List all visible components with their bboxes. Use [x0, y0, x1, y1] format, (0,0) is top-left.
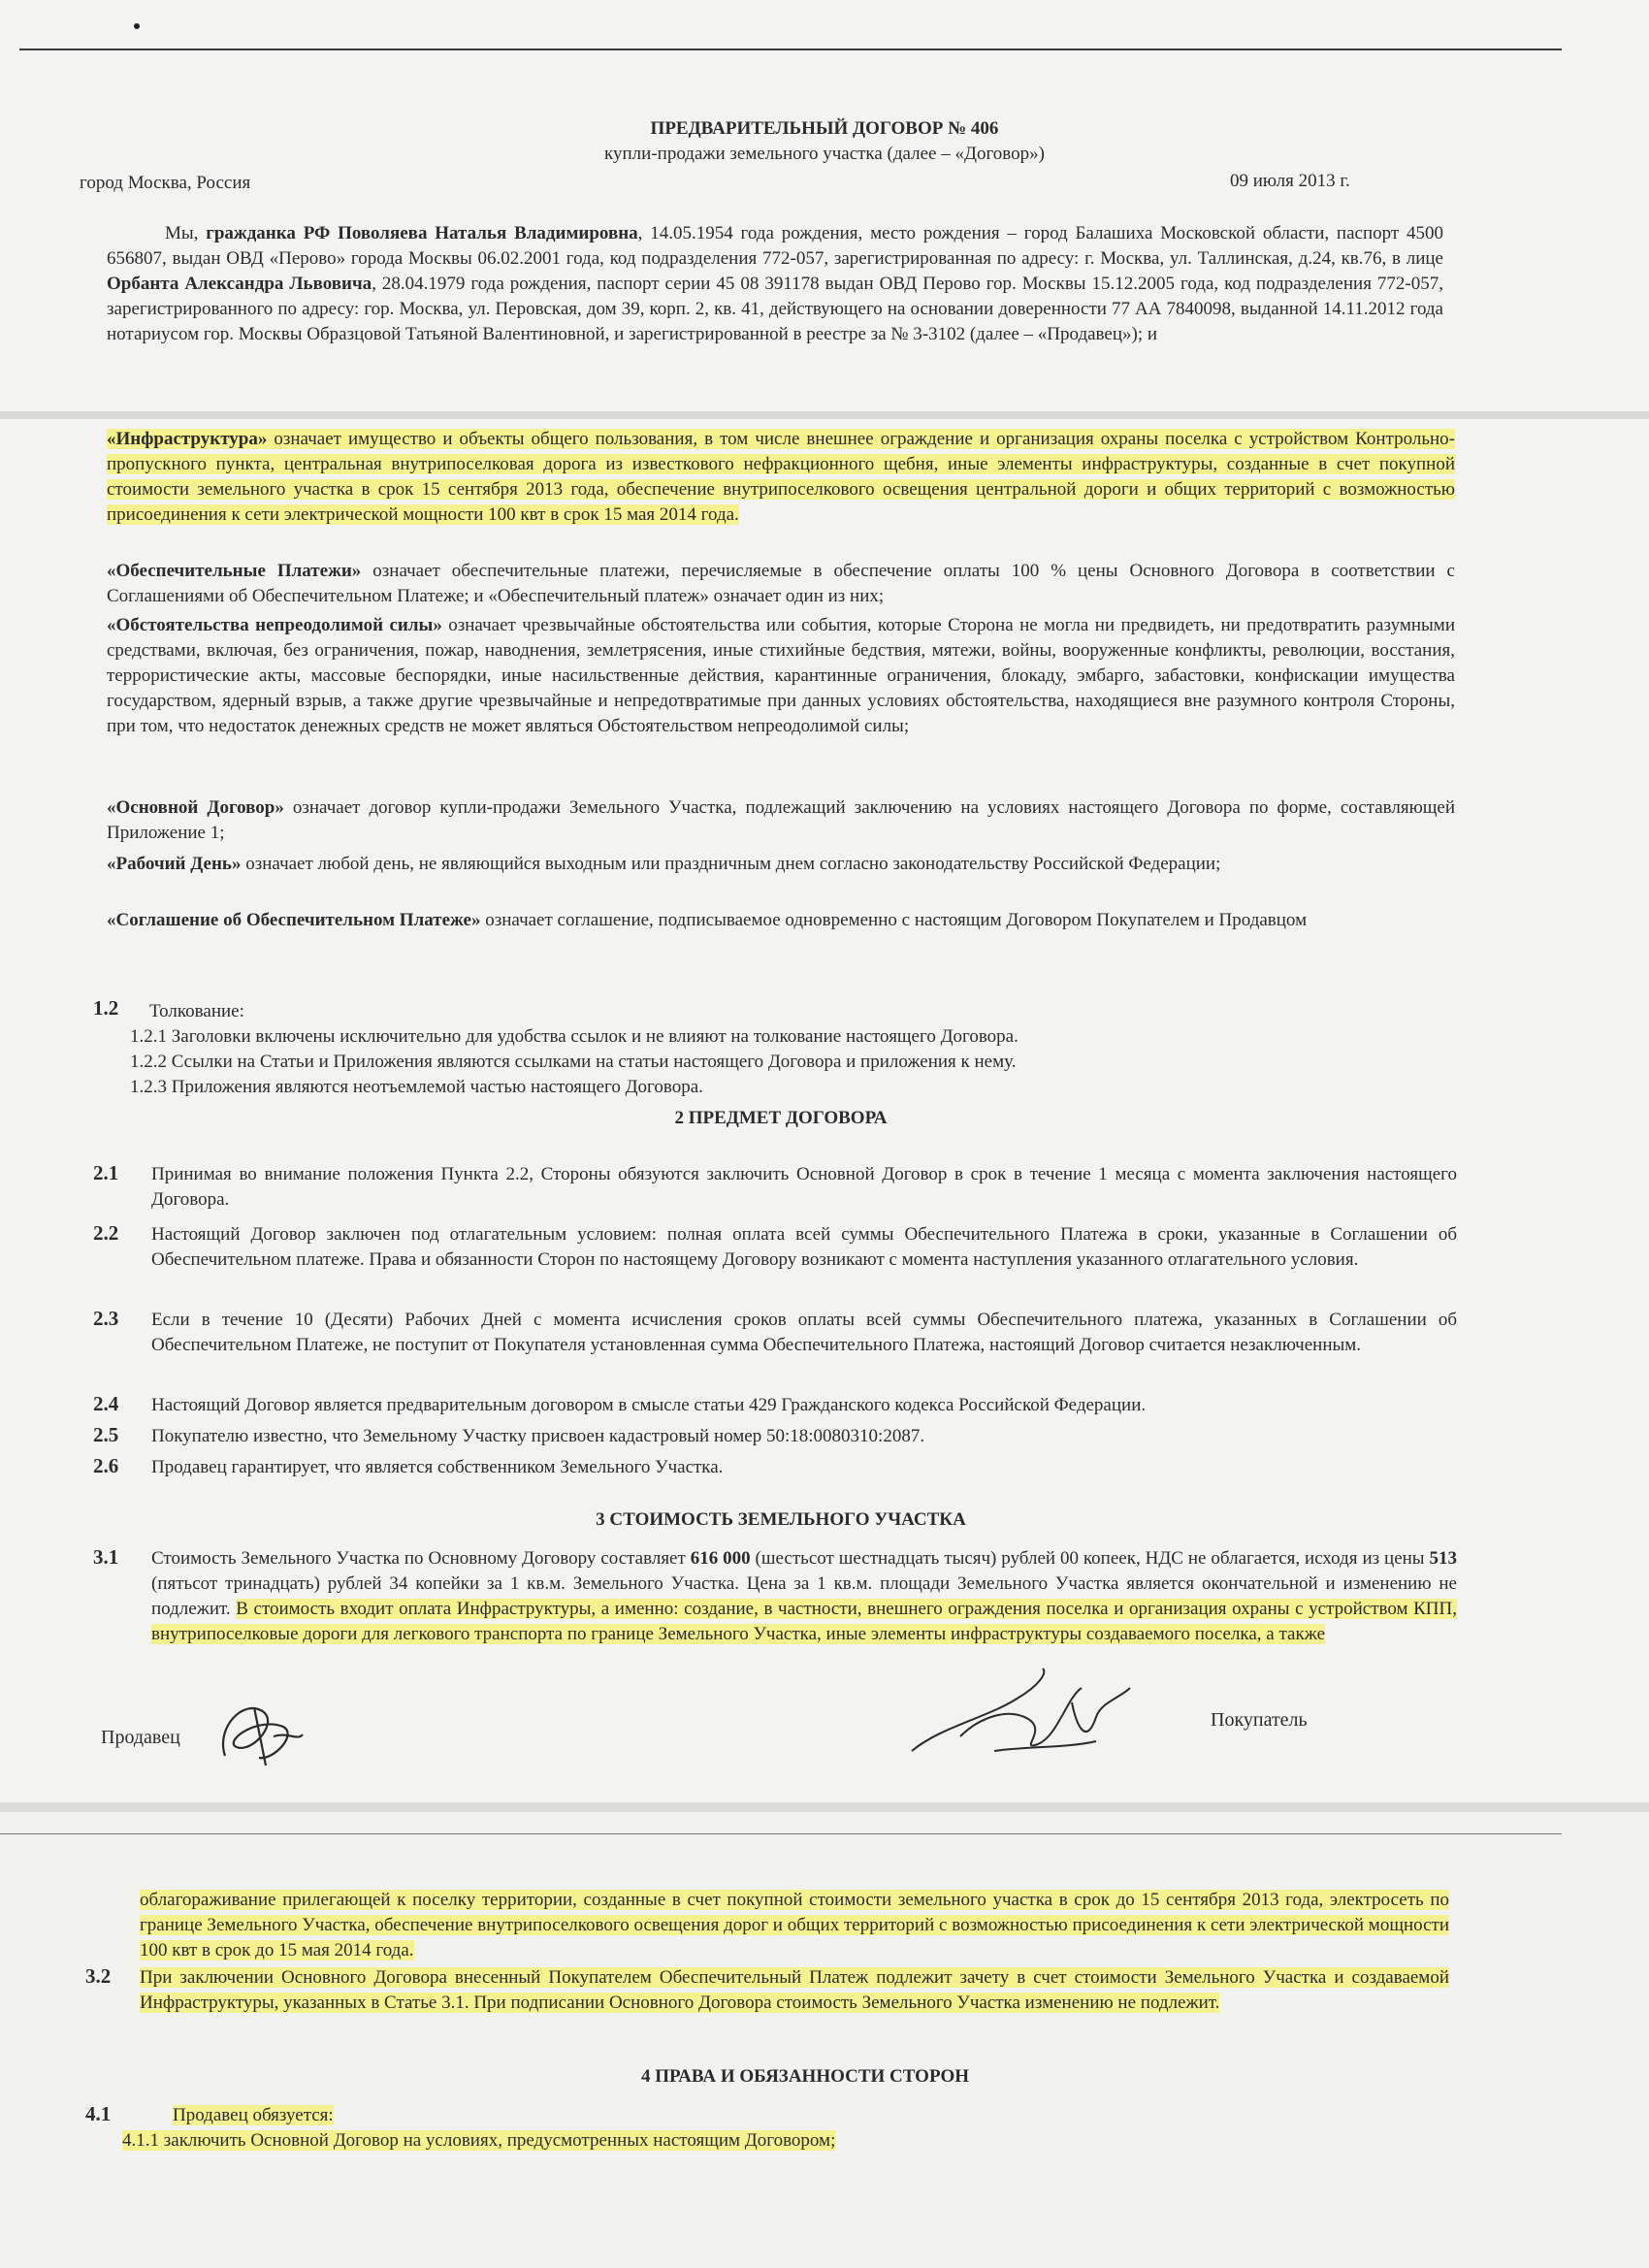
price-amount: 616 000 — [690, 1548, 751, 1569]
clause-3-1-continued: облагораживание прилегающей к поселку территории, созданные в счет покупной стоимости земельного участка в срок до 15 сентября 2013 года, электросеть по границе Земельного Участка, обеспечение внутрипоселкового освещения дорог и общих территорий с возможностью присоединения к сети электрической мощности 100 квт в срок до 15 мая 2014 года. — [140, 1890, 1449, 1960]
definition-security-agreement: «Соглашение об Обеспечительном Платеже» означает соглашение, подписываемое одновременно с настоящим Договором Покупателем и Продавцом — [107, 910, 1308, 930]
clause-2-6: Продавец гарантирует, что является собственником Земельного Участка. — [151, 1457, 724, 1477]
clause-number: 2.3 — [93, 1307, 119, 1330]
clause-4-1: Продавец обязуется: — [173, 2105, 334, 2125]
clause-number: 2.4 — [93, 1392, 119, 1415]
section-3-heading: 3 СТОИМОСТЬ ЗЕМЕЛЬНОГО УЧАСТКА — [596, 1509, 966, 1530]
clause-number: 1.2 — [93, 996, 119, 1020]
clause-number: 3.1 — [93, 1545, 119, 1569]
scan-overlap — [0, 411, 1649, 419]
city: город Москва, Россия — [80, 173, 251, 193]
clause-number: 3.2 — [85, 1964, 112, 1988]
definition-force-majeure: «Обстоятельства непреодолимой силы» означает чрезвычайные обстоятельства или события, которые Сторона не могла ни предвидеть, ни предотвратить разумными средствами, включая, без ограничения, пожар, наводнения, землетрясения, иные стихийные бедствия, мятежи, войны, вооруженные конфликты, революции, восстания, террористические акты, массовые беспорядки, иные насильственные действия, карантинные ограничения, блокаду, эмбарго, забастовки, конфискации имущества государством, ядерный взрыв, а также другие чрезвычайные и непредотвратимые при данных условиях обстоятельства, находящиеся вне разумного контроля Стороны, при том, что недостаток денежных средств не может являться Обстоятельством непреодолимой силы; — [107, 615, 1455, 736]
section-2-heading: 2 ПРЕДМЕТ ДОГОВОРА — [674, 1108, 888, 1128]
page-2 — [0, 1812, 1649, 2268]
subclause-1-2-1: 1.2.1 Заголовки включены исключительно для удобства ссылок и не влияют на толкование настоящего Договора. — [130, 1026, 1018, 1047]
clause-number: 4.1 — [85, 2102, 112, 2125]
buyer-signature-label: Покупатель — [1211, 1709, 1308, 1731]
clause-2-3: Если в течение 10 (Десяти) Рабочих Дней с момента исчисления сроков оплаты всей суммы Обеспечительного платежа, указанных в Соглашении об Обеспечительном Платеже, не поступит от Покупателя установленная сумма Обеспечительного Платежа, настоящий Договор считается незаключенным. — [151, 1310, 1457, 1355]
parties-paragraph: Мы, гражданка РФ Поволяева Наталья Владимировна, 14.05.1954 года рождения, место рождения – город Балашиха Московской области, паспорт 4500 656807, выдан ОВД «Перово» города Москвы 06.02.2001 года, код подразделения 772-057, зарегистрированная по адресу: г. Москва, ул. Таллинская, д.24, кв.76, в лице Орбанта Александра Львовича, 28.04.1979 года рождения, паспорт серии 45 08 391178 выдан ОВД Перово гор. Москвы 15.12.2005 года, код подразделения 772-057, зарегистрированного по адресу: гор. Москва, ул. Перовская, дом 39, корп. 2, кв. 41, действующего на основании доверенности 77 АА 7840098, выданной 14.11.2012 года нотариусом гор. Москвы Образцовой Татьяной Валентиновной, и зарегистрированной в реестре за № 3-3102 (далее – «Продавец»); и — [107, 223, 1443, 344]
clause-2-2: Настоящий Договор заключен под отлагательным условием: полная оплата всей суммы Обеспечительного Платежа в сроки, указанные в Соглашении об Обеспечительном платеже. Права и обязанности Сторон по настоящему Договору возникают с момента наступления указанного отлагательного условия. — [151, 1224, 1457, 1270]
clause-number: 2.6 — [93, 1454, 119, 1477]
contract-date: 09 июля 2013 г. — [1230, 171, 1350, 191]
agent-name: Орбанта Александра Львовича — [107, 274, 372, 294]
clause-number: 2.2 — [93, 1221, 119, 1245]
subclause-1-2-2: 1.2.2 Ссылки на Статьи и Приложения являются ссылками на статьи настоящего Договора и приложения к нему. — [130, 1052, 1017, 1072]
clause-2-5: Покупателю известно, что Земельному Участку присвоен кадастровый номер 50:18:0080310:2087. — [151, 1426, 925, 1446]
section-4-heading: 4 ПРАВА И ОБЯЗАННОСТИ СТОРОН — [640, 2066, 970, 2087]
seller-name: гражданка РФ Поволяева Наталья Владимировна — [206, 223, 638, 243]
definition-main-contract: «Основной Договор» означает договор купли-продажи Земельного Участка, подлежащий заключению на условиях настоящего Договора по форме, составляющей Приложение 1; — [107, 797, 1456, 843]
scan-edge-line — [19, 49, 1562, 50]
subclause-1-2-3: 1.2.3 Приложения являются неотъемлемой частью настоящего Договора. — [130, 1077, 703, 1097]
definition-working-day: «Рабочий День» означает любой день, не являющийся выходным или праздничным днем согласно законодательству Российской Федерации; — [107, 854, 1221, 874]
clause-2-4: Настоящий Договор является предварительным договором в смысле статьи 429 Гражданского кодекса Российской Федерации. — [151, 1395, 1147, 1415]
clause-3-1: Стоимость Земельного Участка по Основному Договору составляет 616 000 (шестьсот шестнадцать тысяч) рублей 00 копеек, НДС не облагается, исходя из цены 513 (пятьсот тринадцать) рублей 34 копейки за 1 кв.м. Земельного Участка. Цена за 1 кв.м. площади Земельного Участка является окончательной и изменению не подлежит. В стоимость входит оплата Инфраструктуры, а именно: создание, в частности, внешнего ограждения поселка и организация охраны с устройством КПП, внутрипоселковые дороги для легкового транспорта по границе Земельного Участка, иные элементы инфраструктуры создаваемого поселка, а также — [151, 1548, 1458, 1644]
clause-title: Толкование: — [149, 1001, 244, 1021]
clause-number: 2.5 — [93, 1423, 119, 1446]
definition-infrastructure: «Инфраструктура» означает имущество и объекты общего пользования, в том числе внешнее ограждение и организация охраны поселка с устройством Контрольно-пропускного пункта, центральная внутрипоселковая дорога из известкового нефракционного щебня, иные элементы инфраструктуры, созданные в счет покупной стоимости земельного участка в срок 15 сентября 2013 года, обеспечение внутрипоселкового освещения центральной дороги и общих территорий с возможностью присоединения к сети электрической мощности 100 квт в срок 15 мая 2014 года. — [107, 429, 1455, 525]
price-per-sqm: 513 — [1429, 1548, 1457, 1569]
contract-subtitle: купли-продажи земельного участка (далее – «Договор») — [604, 144, 1045, 164]
buyer-signature-icon — [902, 1659, 1164, 1766]
seller-signature-label: Продавец — [101, 1727, 180, 1748]
scan-speck — [134, 23, 140, 29]
scan-edge-line — [0, 1833, 1562, 1834]
clause-3-2: При заключении Основного Договора внесенный Покупателем Обеспечительный Платеж подлежит зачету в счет стоимости Земельного Участка и создаваемой Инфраструктуры, указанных в Статье 3.1. При подписании Основного Договора стоимость Земельного Участка изменению не подлежит. — [140, 1967, 1449, 2013]
contract-title: ПРЕДВАРИТЕЛЬНЫЙ ДОГОВОР № 406 — [650, 118, 999, 139]
definition-security-payments: «Обеспечительные Платежи» означает обеспечительные платежи, перечисляемые в обеспечение оплаты 100 % цены Основного Договора в соответствии с Соглашениями об Обеспечительном Платеже; и «Обеспечительный платеж» означает один из них; — [107, 561, 1455, 606]
seller-signature-icon — [206, 1688, 312, 1775]
clause-2-1: Принимая во внимание положения Пункта 2.2, Стороны обязуются заключить Основной Договор в срок в течение 1 месяца с момента заключения настоящего Договора. — [151, 1164, 1457, 1210]
subclause-4-1-1: 4.1.1 заключить Основной Договор на условиях, предусмотренных настоящим Договором; — [122, 2130, 836, 2151]
clause-number: 2.1 — [93, 1161, 119, 1184]
